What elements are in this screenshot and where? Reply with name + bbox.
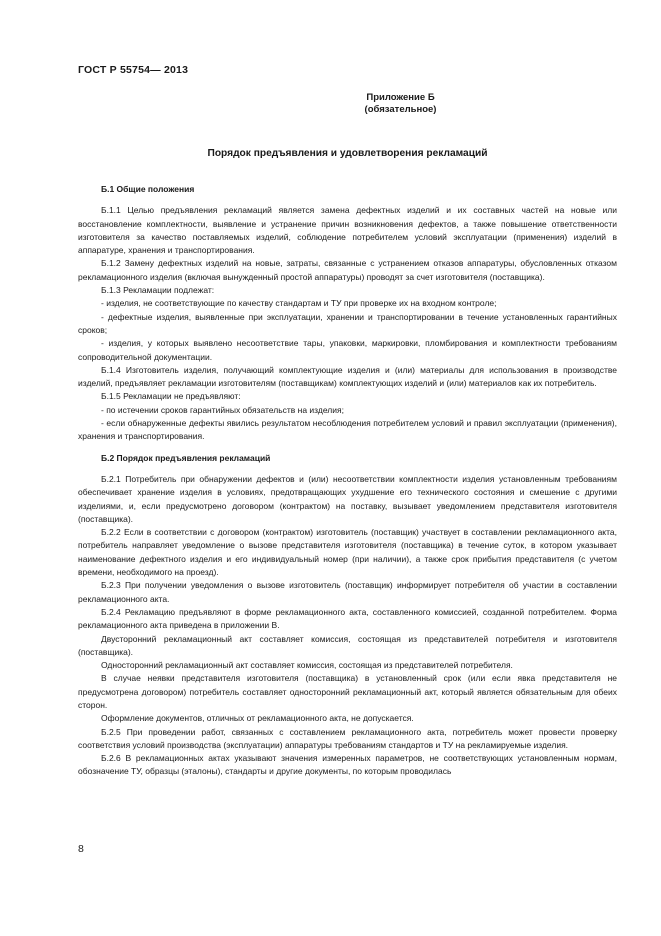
section-heading-procedure: Б.2 Порядок предъявления рекламаций [101,452,271,463]
paragraph: Б.1.5 Рекламации не предъявляют: [101,391,241,402]
list-item: - дефектные изделия, выявленные при эксплуатации, хранении и транспортировании в течение установленных гарантийных сроков; [78,311,617,335]
paragraph: Б.2.6 В рекламационных актах указывают значения измеренных параметров, не соответствующих установленным нормам, обозначение ТУ, образцы (эталоны), стандарты и другие документы, по которым проводилась [78,753,617,777]
page-title: Порядок предъявления и удовлетворения рекламаций [207,148,488,159]
paragraph: Б.1.1 Целью предъявления рекламаций является замена дефектных изделий и их составных частей на новые или восстановление комплектности, выявление и устранение причин возникновения дефектов, а также повышение ответственности изготовителя за качество поставляемых изделий, соблюдение потребителем условий эксплуатации (применения) изделий в аппаратуре, хранения и транспортирования. [78,205,617,256]
paragraph: Односторонний рекламационный акт составляет комиссия, состоящая из представителей потребителя. [101,660,513,671]
list-item: - изделия, не соответствующие по качеству стандартам и ТУ при проверке их на входном контроле; [101,298,497,309]
appendix-status: (обязательное) [364,104,437,115]
paragraph: Б.2.3 При получении уведомления о вызове изготовитель (поставщик) информирует потребителя об участии в составлении рекламационного акта. [78,580,617,604]
page-number: 8 [78,843,84,855]
list-item: - если обнаруженные дефекты явились результатом несоблюдения потребителем условий и правил эксплуатации (применения), хранения и транспортирования. [78,418,617,442]
paragraph: Оформление документов, отличных от рекламационного акта, не допускается. [101,713,414,724]
paragraph: Б.1.2 Замену дефектных изделий на новые, затраты, связанные с устранением отказов аппаратуры, обусловленных отказом рекламационного изделия (включая вынужденный простой аппаратуры) проводят за счет изготовителя (поставщика). [78,258,617,282]
paragraph: Двусторонний рекламационный акт составляет комиссия, состоящая из представителей потребителя и изготовителя (поставщика). [78,633,617,657]
section-heading-general: Б.1 Общие положения [101,184,195,194]
paragraph: Б.2.5 При проведении работ, связанных с составлением рекламационного акта, потребитель может провести проверку соответствия условий производства (эксплуатации) аппаратуры требованиям стандартов и ТУ на рекламируемые изделия. [78,726,617,750]
paragraph: Б.2.4 Рекламацию предъявляют в форме рекламационного акта, составленного комиссией, созданной потребителем. Форма рекламационного акта приведена в приложении В. [78,606,617,631]
list-item: - по истечении сроков гарантийных обязательств на изделия; [101,404,344,415]
paragraph: Б.1.4 Изготовитель изделия, получающий комплектующие изделия и (или) материалы для использования в производстве изделий, предъявляет рекламации изготовителям (поставщикам) комплектующих изделий и (или) материалов как их потребитель. [78,364,617,389]
paragraph: В случае неявки представителя изготовителя (поставщика) в установленный срок (или если явка представителя не предусмотрена договором) потребитель составляет односторонний рекламационный акт, который является обязательным для обеих сторон. [78,673,617,710]
paragraph: Б.2.1 Потребитель при обнаружении дефектов и (или) несоответствии комплектности изделия установленным требованиям обеспечивает хранение изделия в условиях, предотвращающих ухудшение его технического состояния и смешение с другими изделиями, и, если предусмотрено договором (контрактом) на поставку, вызывает уведомлением представителя изготовителя (поставщика). [78,473,617,524]
appendix-title: Приложение Б [366,92,435,103]
document-body [78,183,617,779]
paragraph: Б.2.2 Если в соответствии с договором (контрактом) изготовитель (поставщик) участвует в составлении рекламационного акта, потребитель направляет уведомление о вызове представителя изготовителя (поставщика) в течение суток, в котором указывает наименование дефектного изделия и его индивидуальный номер (при наличии), а также срок прибытия представителя (с учетом времени, необходимого на проезд). [78,527,617,578]
paragraph: Б.1.3 Рекламации подлежат: [101,285,215,296]
list-item: - изделия, у которых выявлено несоответствие тары, упаковки, маркировки, пломбирования и комплектности требованиям сопроводительной документации. [78,338,617,362]
document-code: ГОСТ Р 55754— 2013 [78,64,189,76]
appendix-header [0,92,661,116]
